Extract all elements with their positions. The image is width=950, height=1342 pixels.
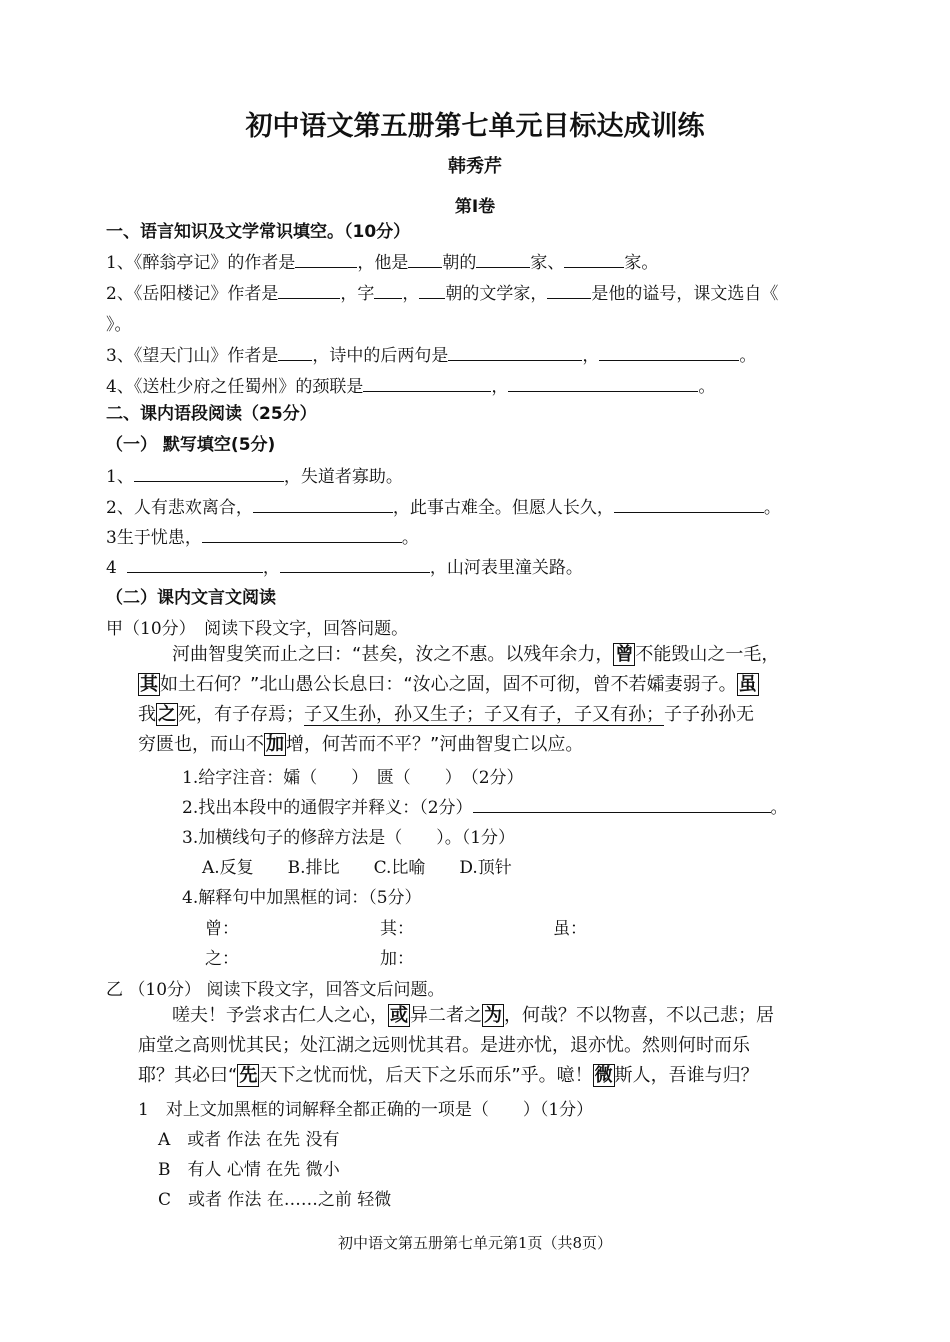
fill-2: 2、人有悲欢离合， ，此事古难全。但愿人长久， 。 [106,498,781,518]
question-1-2-cont: 》。 [106,315,132,335]
fill-4: 4 ， ，山河表里潼关路。 [106,558,583,578]
yi-passage-line-2: 庙堂之高则忧其民；处江湖之远则忧其君。是进亦忧，退亦忧。然则何时而乐 [138,1035,750,1056]
answer-blank[interactable] [278,344,312,361]
answer-blank[interactable] [295,251,357,268]
question-1-2: 2、《岳阳楼记》作者是 ，字 ， 朝的文学家， 是他的谥号，课文选自《 [106,284,779,304]
answer-blank[interactable] [599,344,739,361]
yi-passage-line-3: 耶？其必曰“ 先 天下之忧而忧，后天下之乐而乐”乎。噫！ 微 斯人，吾谁与归？ [138,1065,759,1086]
word-qi: 其： [380,919,414,939]
answer-blank[interactable] [374,282,402,299]
boxed-word: 曾 [615,644,634,665]
jia-question-1: 1.给字注音：孀（ ） 匮（ ） （2分） [182,768,524,788]
answer-blank[interactable] [547,282,591,299]
boxed-word: 为 [484,1005,502,1026]
answer-blank[interactable] [448,344,582,361]
author-name: 韩秀芹 [448,156,502,177]
section2-heading: 二、课内语段阅读（25分） [106,404,317,424]
yi-question-1: 1 对上文加黑框的词解释全都正确的一项是（ ）（1分） [138,1100,594,1120]
answer-blank[interactable] [473,796,771,813]
section1-heading: 一、语言知识及文学常识填空。（10分） [106,222,411,242]
boxed-word: 虽 [738,674,757,695]
word-ceng: 曾： [205,919,239,939]
boxed-word: 加 [266,734,284,755]
yi-option-a: A 或者 作法 在先 没有 [158,1130,340,1150]
answer-blank[interactable] [508,375,698,392]
volume-label: 第Ⅰ卷 [454,197,496,217]
answer-blank[interactable] [280,556,430,573]
answer-blank[interactable] [127,556,263,573]
page-title: 初中语文第五册第七单元目标达成训练 [245,111,705,142]
yi-intro: 乙 （10分） 阅读下段文字，回答文后问题。 [106,980,445,1000]
answer-blank[interactable] [278,282,340,299]
word-jia: 加： [380,949,414,969]
answer-blank[interactable] [564,251,624,268]
answer-blank[interactable] [134,465,284,482]
jia-passage-line-3: 我 之 死，有子存焉；子又生孙，孙又生子；子又有子，子又有孙；子子孙孙无 [138,704,754,725]
answer-blank[interactable] [363,375,491,392]
jia-question-2: 2.找出本段中的通假字并释义：（2分） 。 [182,798,788,818]
jia-passage-line-1: 河曲智叟笑而止之曰：“甚矣，汝之不惠。以残年余力， 曾 不能毁山之一毛， [172,644,780,665]
question-1-3: 3、《望天门山》作者是 ，诗中的后两句是 ， 。 [106,346,757,366]
fill-1: 1、 ，失道者寡助。 [106,467,403,487]
yi-option-b: B 有人 心情 在先 微小 [158,1160,340,1180]
yi-passage-line-1: 嗟夫！予尝求古仁人之心， 或 异二者之 为 ，何哉？不以物喜，不以己悲；居 [172,1005,774,1026]
question-1-1: 1、《醉翁亭记》的作者是 ，他是 朝的 家、 家。 [106,253,659,273]
answer-blank[interactable] [253,496,393,513]
answer-blank[interactable] [419,282,445,299]
page-footer: 初中语文第五册第七单元第1页（共8页） [337,1234,613,1252]
boxed-word: 或 [390,1005,408,1026]
boxed-word: 其 [140,674,158,695]
boxed-word: 先 [239,1065,258,1086]
answer-blank[interactable] [202,526,402,543]
subsection-classical: （二）课内文言文阅读 [106,588,276,608]
boxed-word: 之 [158,704,176,725]
subsection-dictation: （一） 默写填空(5分) [106,435,276,455]
jia-intro: 甲（10分） 阅读下段文字，回答问题。 [106,619,409,639]
answer-blank[interactable] [408,251,442,268]
underlined-sentence: 子又生孙，孙又生子；子又有子，子又有孙； [304,704,664,725]
jia-question-3-options: A.反复 B.排比 C.比喻 D.顶针 [202,858,512,878]
word-sui: 虽： [553,919,587,939]
word-zhi: 之： [205,949,239,969]
jia-question-4: 4.解释句中加黑框的词：（5分） [182,888,422,908]
jia-passage-line-2: 其 如土石何？”北山愚公长息曰：“汝心之固，固不可彻，曾不若孀妻弱子。 虽 [140,674,757,695]
fill-3: 3生于忧患， 。 [106,528,419,548]
jia-passage-line-4: 穷匮也，而山不 加 增，何苦而不平？”河曲智叟亡以应。 [138,734,584,755]
yi-option-c: C 或者 作法 在……之前 轻微 [158,1190,392,1210]
answer-blank[interactable] [614,496,764,513]
boxed-word: 微 [594,1065,613,1086]
question-1-4: 4、《送杜少府之任蜀州》的颈联是 ， 。 [106,377,716,397]
answer-blank[interactable] [476,251,530,268]
jia-question-3: 3.加横线句子的修辞方法是（ ）。（1分） [182,828,516,848]
